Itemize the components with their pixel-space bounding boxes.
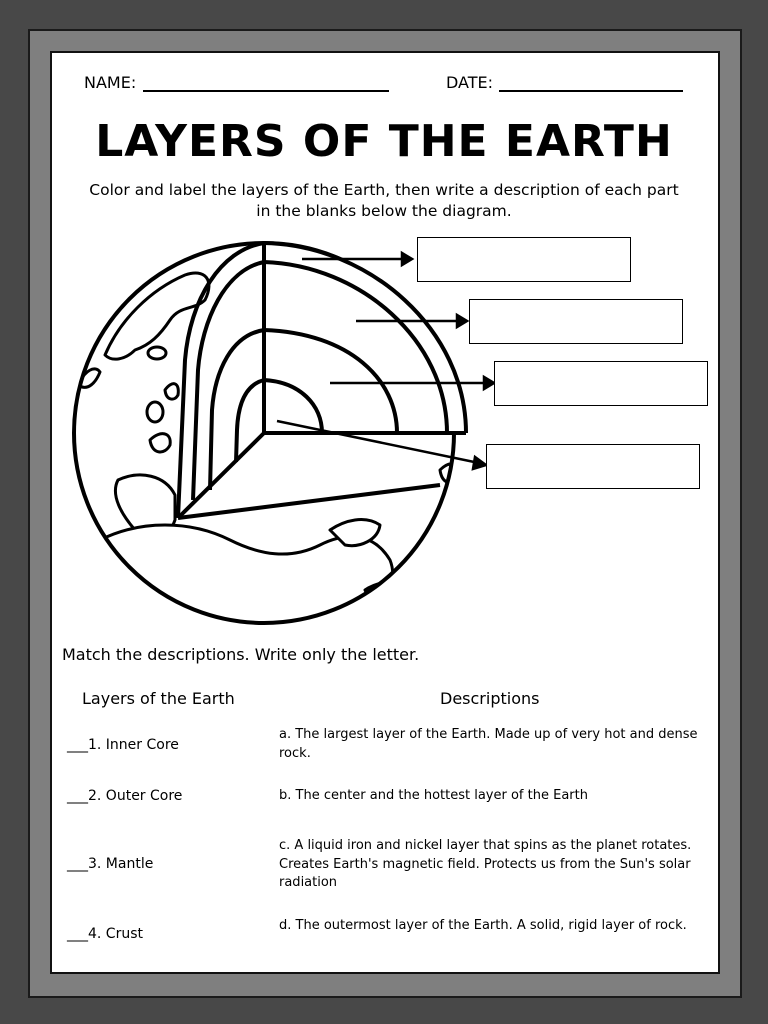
layers-column-header: Layers of the Earth xyxy=(82,689,235,708)
matching-instructions: Match the descriptions. Write only the letter. xyxy=(62,645,420,664)
label-box-2[interactable] xyxy=(469,299,683,344)
label-box-3[interactable] xyxy=(494,361,708,406)
description-a: a. The largest layer of the Earth. Made up of very hot and dense rock. xyxy=(279,727,698,761)
label-box-4[interactable] xyxy=(486,444,700,489)
layer-item-crust[interactable]: ___4. Crust xyxy=(67,926,143,942)
name-label: NAME: xyxy=(84,73,137,92)
descriptions-column-header: Descriptions xyxy=(440,689,540,708)
layer-item-mantle[interactable]: ___3. Mantle xyxy=(67,856,154,872)
label-box-1[interactable] xyxy=(417,237,631,282)
description-d: d. The outermost layer of the Earth. A solid, rigid layer of rock. xyxy=(279,918,687,933)
description-b: b. The center and the hottest layer of the Earth xyxy=(279,788,588,803)
layer-item-outer-core[interactable]: ___2. Outer Core xyxy=(67,788,183,804)
description-c: c. A liquid iron and nickel layer that spins as the planet rotates. Creates Earth's magnetic field. Protects us from the Sun's solar radiation xyxy=(279,838,692,890)
instructions: Color and label the layers of the Earth, then write a description of each part in the blanks below the diagram. xyxy=(89,181,679,220)
layer-item-inner-core[interactable]: ___1. Inner Core xyxy=(67,737,179,753)
date-label: DATE: xyxy=(446,73,494,92)
page-title: LAYERS OF THE EARTH xyxy=(95,116,673,167)
